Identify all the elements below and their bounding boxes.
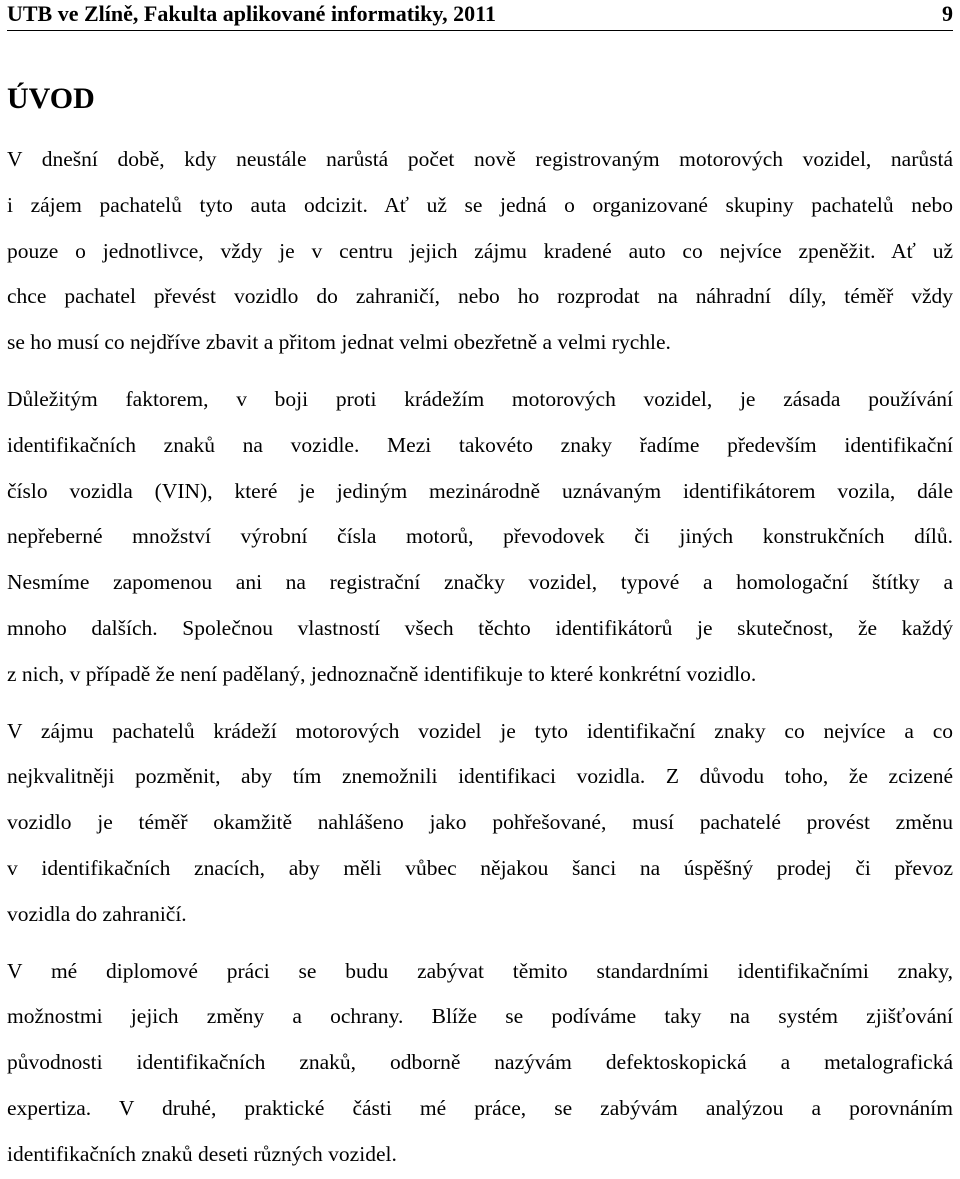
paragraph-line: z nich, v případě že není padělaný, jednoznačně identifikuje to které konkrétní vozidlo.: [7, 661, 757, 686]
paragraph-line: možnostmi jejich změny a ochrany. Blíže se podíváme taky na systém zjišťování: [7, 1004, 953, 1029]
paragraph-line: V dnešní době, kdy neustále narůstá počet nově registrovaným motorových vozidel, narůstá: [7, 147, 953, 171]
paragraph-3: [7, 709, 953, 938]
paragraph-line: V zájmu pachatelů krádeží motorových vozidel je tyto identifikační znaky co nejvíce a co: [7, 718, 953, 743]
paragraph-line: vozidlo je téměř okamžitě nahlášeno jako pohřešované, musí pachatelé provést změnu: [7, 810, 953, 835]
paragraph-line: původnosti identifikačních znaků, odborně nazývám defektoskopická a metalografická: [7, 1050, 953, 1075]
paragraph-line: V mé diplomové práci se budu zabývat těmito standardními identifikačními znaky,: [7, 958, 953, 983]
paragraph-line: se ho musí co nejdříve zbavit a přitom jednat velmi obezřetně a velmi rychle.: [7, 330, 671, 355]
paragraph-1: [7, 137, 953, 366]
paragraph-line: expertiza. V druhé, praktické části mé práce, se zabývám analýzou a porovnáním: [7, 1095, 953, 1120]
paragraph-line: identifikačních znaků na vozidle. Mezi takovéto znaky řadíme především identifikační: [7, 432, 953, 457]
header-title: UTB ve Zlíně, Fakulta aplikované informatiky, 2011: [7, 1, 496, 26]
paragraph-line: Důležitým faktorem, v boji proti krádežím motorových vozidel, je zásada používání: [7, 386, 953, 411]
body-text: [7, 137, 953, 1178]
paragraph-line: i zájem pachatelů tyto auta odcizit. Ať už se jedná o organizované skupiny pachatelů nebo: [7, 192, 953, 217]
paragraph-line: nejkvalitněji pozměnit, aby tím znemožnili identifikaci vozidla. Z důvodu toho, že zcizené: [7, 764, 953, 789]
paragraph-line: mnoho dalších. Společnou vlastností všech těchto identifikátorů je skutečnost, že každý: [7, 615, 953, 640]
section-heading: ÚVOD: [7, 82, 95, 115]
paragraph-line: identifikačních znaků deseti různých vozidel.: [7, 1141, 397, 1166]
paragraph-line: v identifikačních znacích, aby měli vůbec nějakou šanci na úspěšný prodej či převoz: [7, 855, 953, 880]
paragraph-line: vozidla do zahraničí.: [7, 901, 187, 926]
paragraph-line: číslo vozidla (VIN), které je jediným mezinárodně uznávaným identifikátorem vozila, dále: [7, 478, 953, 503]
paragraph-line: chce pachatel převést vozidlo do zahraničí, nebo ho rozprodat na náhradní díly, téměř vždy: [7, 284, 953, 309]
running-header: [7, 0, 953, 30]
paragraph-4: [7, 949, 953, 1178]
page-number: 9: [942, 1, 953, 26]
paragraph-line: nepřeberné množství výrobní čísla motorů, převodovek či jiných konstrukčních dílů.: [7, 524, 953, 549]
header-divider: [7, 30, 953, 31]
paragraph-line: Nesmíme zapomenou ani na registrační značky vozidel, typové a homologační štítky a: [7, 570, 953, 595]
paragraph-2: [7, 377, 953, 698]
paragraph-line: pouze o jednotlivce, vždy je v centru jejich zájmu kradené auto co nejvíce zpeněžit. Ať už: [7, 238, 953, 263]
